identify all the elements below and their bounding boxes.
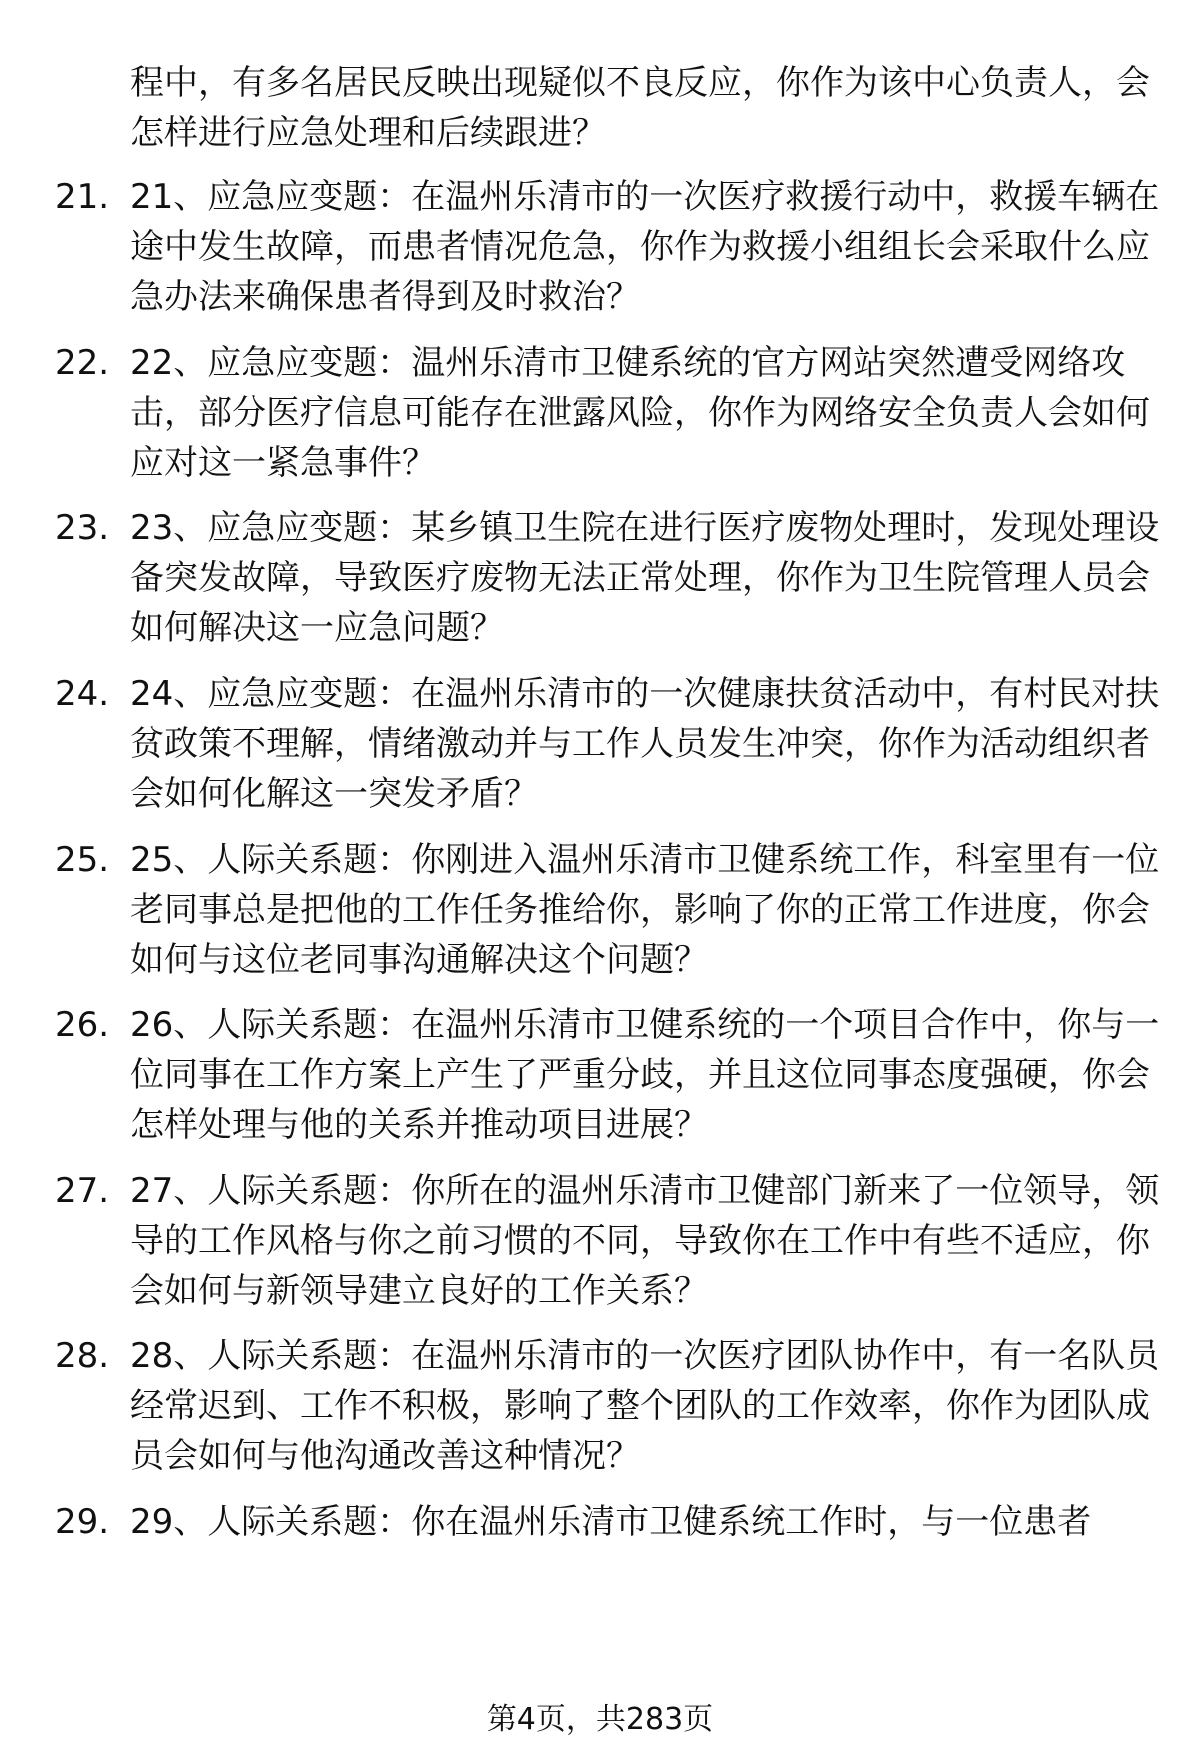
question-text: 27、人际关系题：你所在的温州乐清市卫健部门新来了一位领导，领导的工作风格与你之前习惯的不同，导致你在工作中有些不适应，你会如何与新领导建立良好的工作关系？ bbox=[130, 1171, 1160, 1311]
question-number: 28. bbox=[55, 1336, 110, 1376]
continued-paragraph: 程中，有多名居民反映出现疑似不良反应，你作为该中心负责人，会怎样进行应急处理和后续跟进？ bbox=[130, 63, 1150, 153]
question-text: 22、应急应变题：温州乐清市卫健系统的官方网站突然遭受网络攻击，部分医疗信息可能存在泄露风险，你作为网络安全负责人会如何应对这一紧急事件？ bbox=[130, 343, 1150, 483]
question-number: 26. bbox=[55, 1005, 110, 1045]
question-text: 23、应急应变题：某乡镇卫生院在进行医疗废物处理时，发现处理设备突发故障，导致医疗废物无法正常处理，你作为卫生院管理人员会如何解决这一应急问题？ bbox=[130, 508, 1160, 648]
question-number: 21. bbox=[55, 177, 110, 217]
question-number: 22. bbox=[55, 343, 110, 383]
question-number: 29. bbox=[55, 1502, 110, 1542]
question-number: 25. bbox=[55, 840, 110, 880]
question-text: 29、人际关系题：你在温州乐清市卫健系统工作时，与一位患者 bbox=[130, 1502, 1092, 1542]
question-text: 21、应急应变题：在温州乐清市的一次医疗救援行动中，救援车辆在途中发生故障，而患者情况危急，你作为救援小组组长会采取什么应急办法来确保患者得到及时救治？ bbox=[130, 177, 1160, 317]
question-text: 28、人际关系题：在温州乐清市的一次医疗团队协作中，有一名队员经常迟到、工作不积极，影响了整个团队的工作效率，你作为团队成员会如何与他沟通改善这种情况？ bbox=[130, 1336, 1160, 1476]
question-number: 27. bbox=[55, 1171, 110, 1211]
question-number: 23. bbox=[55, 508, 110, 548]
question-text: 25、人际关系题：你刚进入温州乐清市卫健系统工作，科室里有一位老同事总是把他的工作任务推给你，影响了你的正常工作进度，你会如何与这位老同事沟通解决这个问题？ bbox=[130, 840, 1160, 980]
question-text: 24、应急应变题：在温州乐清市的一次健康扶贫活动中，有村民对扶贫政策不理解，情绪激动并与工作人员发生冲突，你作为活动组织者会如何化解这一突发矛盾？ bbox=[130, 674, 1160, 814]
question-text: 26、人际关系题：在温州乐清市卫健系统的一个项目合作中，你与一位同事在工作方案上产生了严重分歧，并且这位同事态度强硬，你会怎样处理与他的关系并推动项目进展？ bbox=[130, 1005, 1160, 1145]
page-footer: 第4页，共283页 bbox=[486, 1702, 714, 1737]
question-number: 24. bbox=[55, 674, 110, 714]
